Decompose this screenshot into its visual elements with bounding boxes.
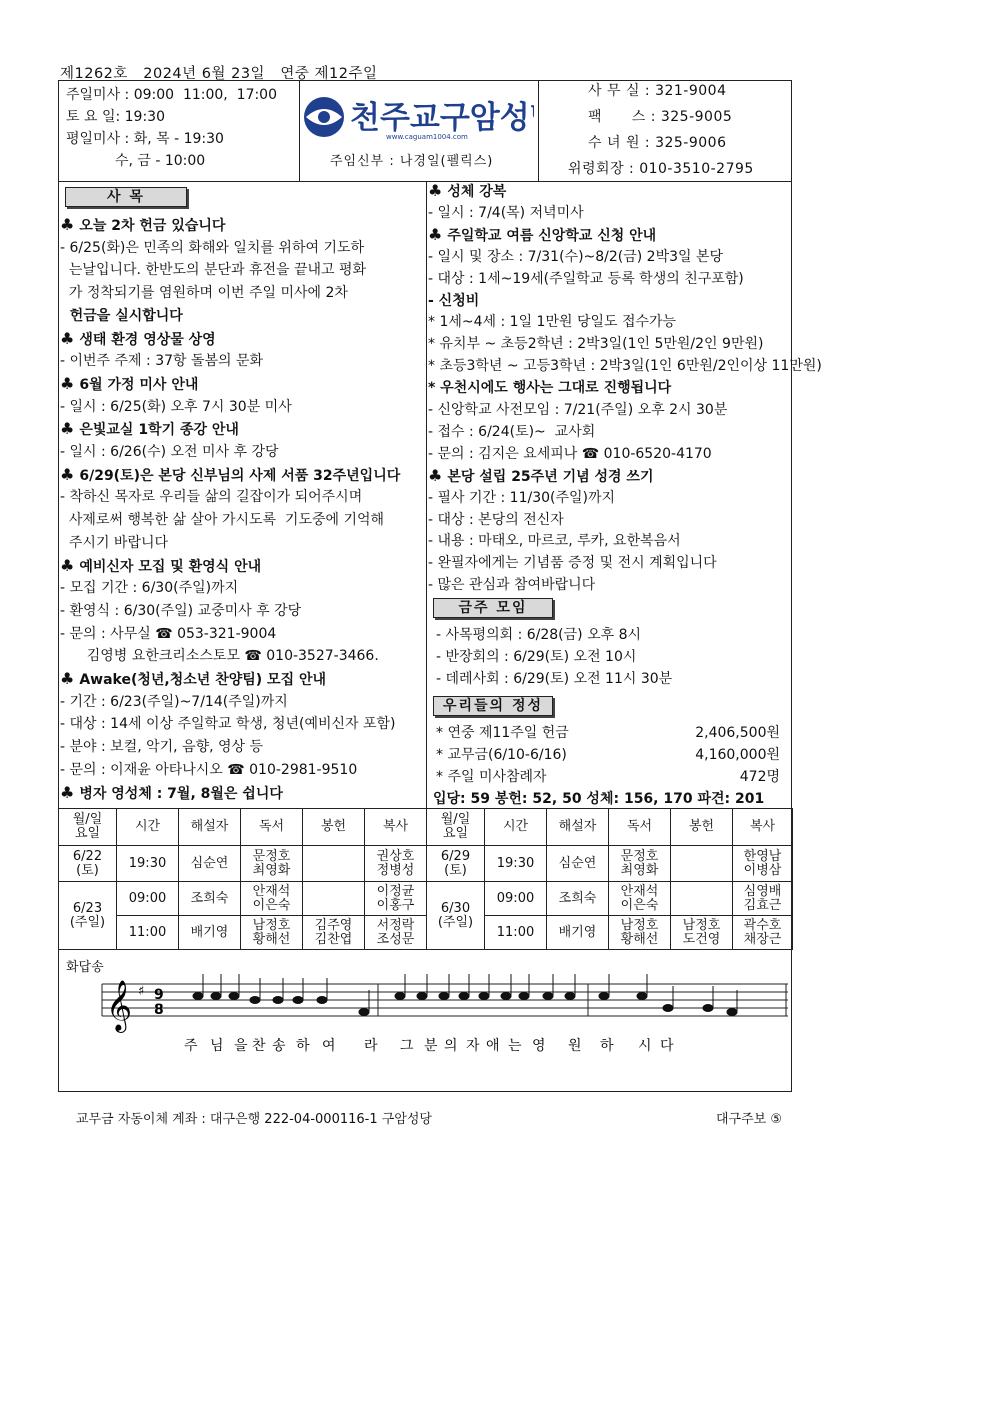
meeting-item: - 사목평의회 : 6/28(금) 오후 8시	[436, 627, 642, 643]
table-cell: 곽수호 채장근	[733, 916, 793, 950]
table-cell: 조희숙	[179, 882, 241, 916]
column-header: 해설자	[179, 809, 241, 846]
offering-value: 2,406,500원	[695, 725, 780, 741]
left_col-line: - 대상 : 14세 이상 주일학교 학생, 청년(예비신자 포함)	[60, 716, 396, 733]
table-cell: 배기영	[179, 916, 241, 950]
account-info: 교무금 자동이체 계좌 : 대구은행 222-04-000116-1 구암성당	[76, 1112, 432, 1127]
note-head	[501, 993, 511, 1000]
right_col-line: - 필사 기간 : 11/30(주일)까지	[428, 489, 616, 506]
right_col-line: - 일시 및 장소 : 7/31(수)~8/2(금) 2박3일 본당	[428, 248, 724, 265]
left_col-line: 사제로써 행복한 삶 살아 가시도록 기도중에 기억해	[60, 512, 385, 529]
lyric-syllable: 을	[234, 1038, 248, 1054]
section-heading-offerings: 우리들의 정성	[433, 696, 553, 716]
left_col-line: ♣ 오늘 2차 헌금 있습니다	[60, 214, 225, 236]
column-header: 월/일 요일	[59, 809, 117, 846]
column-header: 독서	[241, 809, 303, 846]
table-cell: 안재석 이은숙	[609, 882, 671, 916]
offering-row	[436, 744, 780, 766]
note-head	[359, 1009, 369, 1016]
offering-row	[436, 722, 780, 744]
note-head	[727, 1009, 737, 1016]
left_col-line: - 문의 : 이재윤 아타나시오 ☎ 010-2981-9510	[60, 761, 358, 778]
lyric-syllable: 자	[466, 1038, 480, 1054]
offering-label: * 주일 미사참례자	[436, 769, 547, 785]
office-phone: 사 무 실 : 321-9004	[588, 83, 727, 99]
lyric-syllable: 님	[210, 1038, 224, 1054]
table-cell: 김주영 김찬엽	[303, 916, 365, 950]
time-sig-top: 9	[154, 987, 164, 1003]
right_col-line: ♣ 성체 강복	[428, 180, 506, 202]
right_col-line: * 초등3학년 ~ 고등3학년 : 2박3일(1인 6만원/2인이상 11만원)	[428, 358, 822, 375]
table-cell: 심순연	[179, 846, 241, 882]
weekday-mass-1: 평일미사 : 화, 목 - 19:30	[66, 131, 224, 147]
page-number: 대구주보 ⑤	[716, 1112, 783, 1127]
note-head	[317, 997, 327, 1004]
lyric-syllable: 영	[532, 1038, 546, 1054]
note-head	[637, 993, 647, 1000]
column-header: 복사	[733, 809, 793, 846]
weekday-mass-2: 수, 금 - 10:00	[66, 153, 206, 169]
issue-line: 제1262호 2024년 6월 23일 연중 제12주일	[60, 66, 378, 82]
note-head	[211, 993, 221, 1000]
lyric-syllable: 그	[400, 1038, 414, 1054]
right_col-line: - 신청비	[428, 292, 480, 309]
left_col-line: 가 정착되기를 염원하며 이번 주일 미사에 2차	[60, 285, 348, 302]
table-cell: 문정호 최영화	[609, 846, 671, 882]
lyric-syllable: 주	[184, 1038, 198, 1054]
note-head	[479, 993, 489, 1000]
table-cell: 심영배 김효근	[733, 882, 793, 916]
section-heading-meetings: 금주 모임	[433, 598, 553, 618]
section-heading-ministry: 사 목	[65, 187, 187, 207]
right_col-line: * 1세~4세 : 1일 1만원 당일도 접수가능	[428, 314, 677, 331]
note-head	[459, 993, 469, 1000]
left_col-line: - 이번주 주제 : 37항 돌봄의 문화	[60, 353, 264, 370]
lyric-syllable: 송	[272, 1038, 286, 1054]
right_col-line: - 접수 : 6/24(토)~ 교사회	[428, 423, 596, 440]
offering-value: 472명	[739, 769, 780, 785]
table-cell: 권상호 정병성	[365, 846, 427, 882]
pastor-name: 주임신부 : 나경일(펠릭스)	[330, 154, 494, 169]
table-cell: 한영남 이병삼	[733, 846, 793, 882]
table-cell: 안재석 이은숙	[241, 882, 303, 916]
table-row	[59, 916, 793, 950]
left_col-line: ♣ 병자 영성체 : 7월, 8월은 쉽니다	[60, 782, 283, 804]
note-head	[395, 993, 405, 1000]
sunday-mass: 주일미사 : 09:00 11:00, 17:00	[66, 87, 278, 103]
lyric-syllable: 의	[444, 1038, 458, 1054]
lyric-syllable: 는	[508, 1038, 522, 1054]
lyric-syllable: 하	[296, 1038, 310, 1054]
schedule-table	[58, 808, 793, 950]
offering-label: * 연중 제11주일 헌금	[436, 725, 569, 741]
note-head	[293, 997, 303, 1004]
table-cell: 09:00	[117, 882, 179, 916]
right_col-line: - 완필자에게는 기념품 증정 및 전시 계획입니다	[428, 555, 717, 572]
lyric-syllable: 다	[660, 1038, 674, 1054]
column-header: 복사	[365, 809, 427, 846]
chair-phone: 위령회장 : 010-3510-2795	[568, 161, 754, 177]
saturday-mass: 토 요 일: 19:30	[66, 109, 165, 125]
right_col-line: - 문의 : 김지은 요세피나 ☎ 010-6520-4170	[428, 445, 712, 462]
schedule-header-row	[59, 809, 793, 846]
table-cell	[303, 846, 365, 882]
convent-phone: 수 녀 원 : 325-9006	[588, 135, 727, 151]
left_col-line: ♣ 은빛교실 1학기 종강 안내	[60, 418, 239, 440]
table-cell	[671, 882, 733, 916]
lyric-syllable: 하	[600, 1038, 614, 1054]
right_col-line: * 유치부 ~ 초등2학년 : 2박3일(1인 5만원/2인 9만원)	[428, 336, 764, 353]
table-cell: 19:30	[485, 846, 547, 882]
table-cell: 조희숙	[547, 882, 609, 916]
note-head	[565, 993, 575, 1000]
table-cell: 문정호 최영화	[241, 846, 303, 882]
left_col-line: - 일시 : 6/25(화) 오후 7시 30분 미사	[60, 398, 292, 415]
left_col-line: 는날입니다. 한반도의 분단과 휴전을 끝내고 평화	[60, 262, 367, 279]
right_col-line: ♣ 주일학교 여름 신앙학교 신청 안내	[428, 224, 656, 246]
responsorial-psalm-label: 화답송	[66, 960, 104, 975]
left_col-line: - 문의 : 사무실 ☎ 053-321-9004	[60, 625, 277, 642]
time-sig-bottom: 8	[154, 1002, 164, 1018]
mass-times	[66, 84, 277, 172]
meeting-item: - 반장회의 : 6/29(토) 오전 10시	[436, 649, 637, 665]
date-cell: 6/30 (주일)	[427, 882, 485, 950]
right_col-line: - 대상 : 본당의 전신자	[428, 511, 564, 528]
lyric-syllable: 원	[568, 1038, 582, 1054]
column-header: 시간	[485, 809, 547, 846]
column-header: 독서	[609, 809, 671, 846]
left_col-line: 주시기 바랍니다	[60, 534, 169, 551]
left_col-line: 김영병 요한크리소스토모 ☎ 010-3527-3466.	[60, 648, 379, 665]
table-cell	[303, 882, 365, 916]
left_col-line: ♣ 생태 환경 영상물 상영	[60, 328, 216, 350]
note-head	[599, 993, 609, 1000]
left_col-line: ♣ 6월 가정 미사 안내	[60, 373, 198, 395]
logo-url: www.caguam1004.com	[386, 133, 468, 141]
offering-row	[436, 766, 780, 788]
note-head	[703, 1005, 713, 1012]
note-head	[519, 993, 529, 1000]
right_col-line: - 신앙학교 사전모임 : 7/21(주일) 오후 2시 30분	[428, 402, 728, 418]
table-cell: 배기영	[547, 916, 609, 950]
parish-emblem-icon	[302, 95, 534, 141]
table-cell: 11:00	[117, 916, 179, 950]
left_col-line: - 환영식 : 6/30(주일) 교중미사 후 강당	[60, 602, 302, 619]
lyric-syllable: 시	[638, 1038, 652, 1054]
left_col-line: - 기간 : 6/23(주일)~7/14(주일)까지	[60, 693, 288, 710]
table-cell: 19:30	[117, 846, 179, 882]
note-head	[250, 997, 260, 1004]
left_col-line: - 분야 : 보컬, 악기, 음향, 영상 등	[60, 739, 264, 756]
note-head	[417, 993, 427, 1000]
table-cell: 서정락 조성문	[365, 916, 427, 950]
left_col-line: - 착하신 목자로 우리들 삶의 길잡이가 되어주시며	[60, 489, 363, 506]
table-cell: 09:00	[485, 882, 547, 916]
left_col-line: - 6/25(화)은 민족의 화해와 일치를 위하여 기도하	[60, 239, 365, 256]
table-cell	[671, 846, 733, 882]
right_col-line: - 대상 : 1세~19세(주일학교 등록 학생의 친구포함)	[428, 270, 744, 287]
left_col-line: 헌금을 실시합니다	[60, 307, 183, 324]
sharp-icon: ♯	[138, 984, 145, 999]
right_col-line: - 많은 관심과 참여바랍니다	[428, 577, 596, 594]
left_col-line: ♣ 6/29(토)은 본당 신부님의 사제 서품 32주년입니다	[60, 464, 400, 486]
column-header: 해설자	[547, 809, 609, 846]
parish-logo	[302, 95, 534, 141]
date-cell: 6/22 (토)	[59, 846, 117, 882]
date-cell: 6/29 (토)	[427, 846, 485, 882]
table-cell: 이정균 이홍구	[365, 882, 427, 916]
column-header: 봉헌	[671, 809, 733, 846]
table-cell: 11:00	[485, 916, 547, 950]
left_col-line: - 모집 기간 : 6/30(주일)까지	[60, 580, 239, 597]
music-staff	[100, 968, 790, 1060]
lyric-syllable: 애	[486, 1038, 500, 1054]
treble-clef-icon: 𝄞	[106, 980, 133, 1031]
table-cell: 심순연	[547, 846, 609, 882]
column-header: 월/일 요일	[427, 809, 485, 846]
note-head	[439, 993, 449, 1000]
note-head	[193, 993, 203, 1000]
column-header: 봉헌	[303, 809, 365, 846]
left_col-line: ♣ 예비신자 모집 및 환영식 안내	[60, 555, 261, 577]
column-header: 시간	[117, 809, 179, 846]
lyric-syllable: 여	[322, 1038, 336, 1054]
table-cell: 남정호 황해선	[241, 916, 303, 950]
lyric-syllable: 분	[424, 1038, 438, 1054]
lyric-syllable: 라	[364, 1038, 378, 1054]
table-row	[59, 846, 793, 882]
left_col-line: ♣ Awake(청년,청소년 찬양팀) 모집 안내	[60, 668, 326, 690]
note-head	[273, 997, 283, 1004]
meeting-item: - 데레사회 : 6/29(토) 오전 11시 30분	[436, 671, 673, 687]
mass-stats: 입당: 59 봉헌: 52, 50 성체: 156, 170 파견: 201	[433, 791, 765, 807]
right_col-line: - 내용 : 마태오, 마르코, 루카, 요한복음서	[428, 533, 681, 550]
logo-text: 천주교구암성	[350, 100, 530, 136]
table-row	[59, 882, 793, 916]
office-contacts	[568, 78, 754, 182]
note-head	[543, 993, 553, 1000]
fax-number: 팩 스 : 325-9005	[588, 109, 733, 125]
offering-label: * 교무금(6/10-6/16)	[436, 747, 567, 763]
date-cell: 6/23 (주일)	[59, 882, 117, 950]
left_col-line: - 일시 : 6/26(수) 오전 미사 후 강당	[60, 444, 279, 460]
offering-value: 4,160,000원	[695, 747, 780, 763]
right_col-line: - 일시 : 7/4(목) 저녁미사	[428, 204, 584, 221]
table-cell: 남정호 도건영	[671, 916, 733, 950]
note-head	[663, 1005, 673, 1012]
table-cell: 남정호 황해선	[609, 916, 671, 950]
right_col-line: * 우천시에도 행사는 그대로 진행됩니다	[428, 380, 672, 397]
lyric-syllable: 찬	[252, 1038, 266, 1054]
note-head	[229, 993, 239, 1000]
right_col-line: ♣ 본당 설립 25주년 기념 성경 쓰기	[428, 465, 653, 487]
